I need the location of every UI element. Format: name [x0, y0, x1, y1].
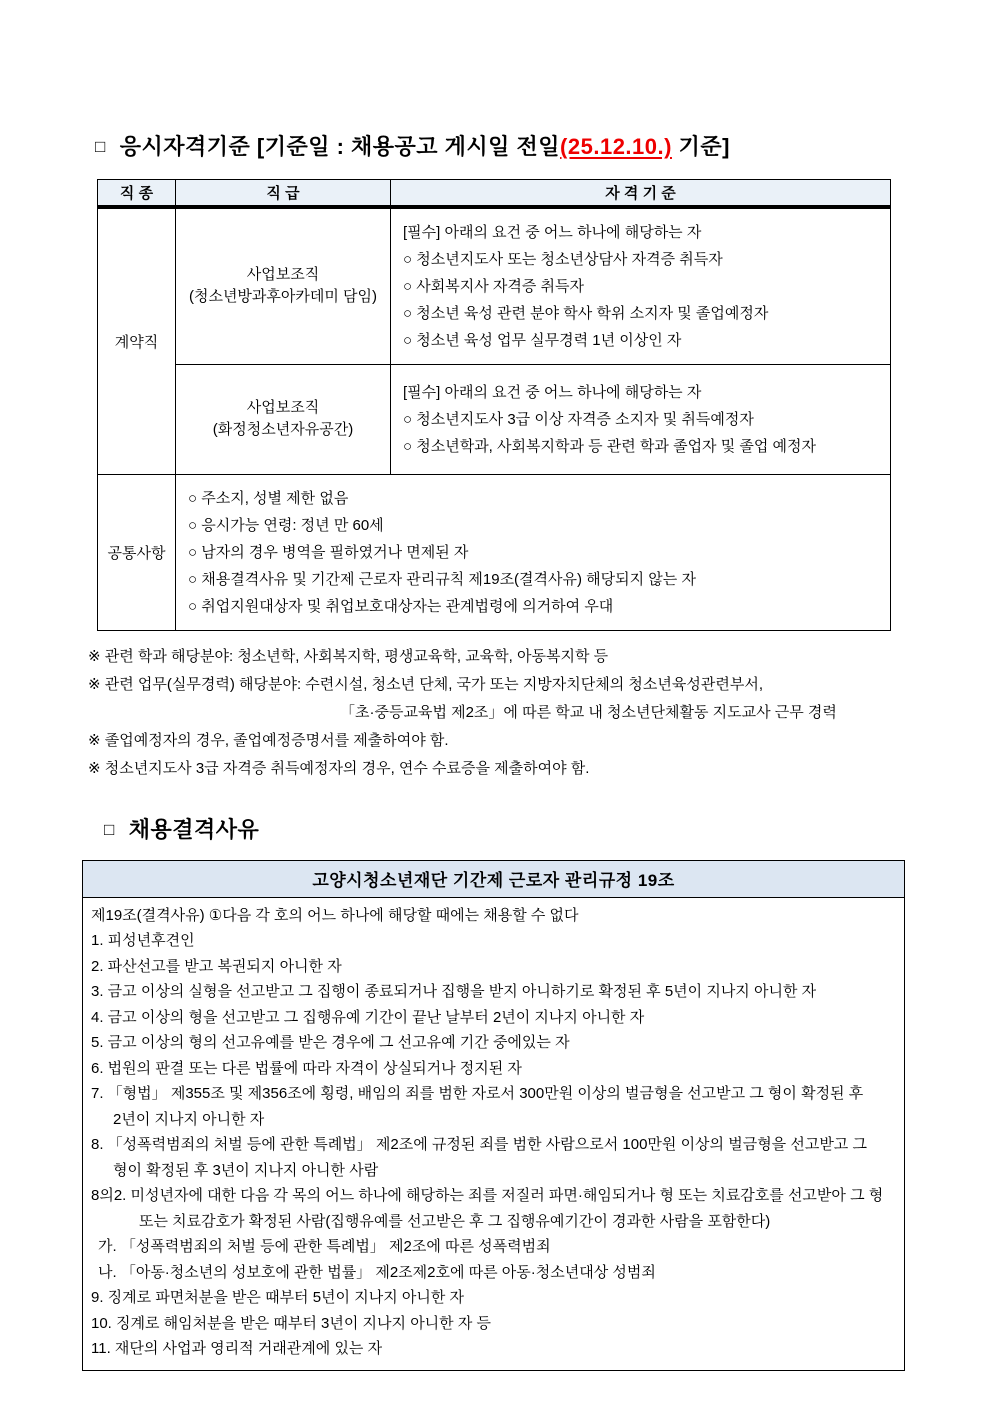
disqualification-table — [82, 860, 905, 1371]
common-item: ○ 주소지, 성별 제한 없음 — [188, 489, 349, 507]
section1-title-suffix: 기준] — [671, 134, 730, 159]
rule-item: 6. 법원의 판결 또는 다른 법률에 따라 자격이 상실되거나 정지된 자 — [91, 1059, 522, 1077]
rule-item: 11. 재단의 사업과 영리적 거래관계에 있는 자 — [91, 1340, 383, 1357]
qualification-line: ○ 청소년지도사 또는 청소년상담사 자격증 취득자 — [403, 250, 723, 268]
common-label-cell: 공통사항 — [98, 474, 176, 630]
rule-item: 3. 금고 이상의 실형을 선고받고 그 집행이 종료되거나 집행을 받지 아니하기로 확정된 후 5년이 지나지 아니한 자 — [91, 983, 817, 1000]
common-item: ○ 응시가능 연령: 정년 만 60세 — [188, 516, 384, 534]
eligibility-table — [97, 179, 891, 631]
col-header-position: 직 급 — [176, 180, 391, 207]
rule-item: 1. 피성년후견인 — [91, 932, 195, 949]
footnote: ※ 졸업예정자의 경우, 졸업예정증명서를 제출하여야 함. — [88, 731, 449, 749]
square-bullet-icon: □ — [104, 819, 115, 839]
criteria-cell — [391, 364, 891, 474]
rule-subitem: 가. 「성폭력범죄의 처벌 등에 관한 특례법」 제2조에 따른 성폭력범죄 — [98, 1238, 551, 1255]
table-row — [98, 364, 891, 474]
rule-item: 7. 「형법」 제355조 및 제356조에 횡령, 배임의 죄를 범한 자로서 300만원 이상의 벌금형을 선고받고 그 형이 확정된 후 2년이 지나지 아니한 자 — [91, 1085, 864, 1128]
footnote: ※ 청소년지도사 3급 자격증 취득예정자의 경우, 연수 수료증을 제출하여야 함. — [88, 759, 590, 777]
position-cell — [176, 207, 391, 365]
rule-item: 2. 파산선고를 받고 복권되지 아니한 자 — [91, 957, 342, 975]
rule-item: 9. 징계로 파면처분을 받은 때부터 5년이 지나지 아니한 자 — [91, 1289, 464, 1306]
footnote-continuation: 「초·중등교육법 제2조」에 따른 학교 내 청소년단체활동 지도교사 근무 경력 — [340, 703, 837, 721]
jobtype-cell: 계약직 — [98, 207, 176, 475]
qualification-line: ○ 청소년학과, 사회복지학과 등 관련 학과 졸업자 및 졸업 예정자 — [403, 437, 816, 455]
common-item: ○ 채용결격사유 및 기간제 근로자 관리규칙 제19조(결격사유) 해당되지 않는 자 — [188, 570, 696, 588]
qualification-line: ○ 사회복지사 자격증 취득자 — [403, 277, 584, 295]
square-bullet-icon: □ — [95, 137, 106, 156]
position-name: 사업보조직 — [246, 399, 320, 416]
disqualification-header-row — [83, 860, 905, 897]
regulation-body-cell — [83, 897, 905, 1370]
eligibility-header-row — [98, 180, 891, 207]
rule-item: 5. 금고 이상의 형의 선고유예를 받은 경우에 그 선고유예 기간 중에있는 자 — [91, 1034, 570, 1051]
qualification-line: ○ 청소년 육성 관련 분야 학사 학위 소지자 및 졸업예정자 — [403, 304, 769, 322]
position-detail: (청소년방과후아카데미 담임) — [188, 288, 378, 305]
footnote: ※ 관련 학과 해당분야: 청소년학, 사회복지학, 평생교육학, 교육학, 아동복지학 등 — [88, 647, 609, 665]
common-items-cell — [176, 474, 891, 630]
section2-title-text: 채용결격사유 — [128, 816, 260, 842]
qualification-line: ○ 청소년 육성 업무 실무경력 1년 이상인 자 — [403, 331, 682, 349]
section2-title — [104, 813, 905, 844]
criteria-cell — [391, 207, 891, 365]
position-detail: (화정청소년자유공간) — [212, 421, 354, 438]
position-name: 사업보조직 — [246, 266, 320, 283]
rule-item: 제19조(결격사유) ①다음 각 호의 어느 하나에 해당할 때에는 채용할 수 없다 — [91, 906, 579, 924]
regulation-title: 고양시청소년재단 기간제 근로자 관리규정 19조 — [83, 860, 905, 897]
rule-item: 10. 징계로 해임처분을 받은 때부터 3년이 지나지 아니한 자 등 — [91, 1314, 491, 1332]
qualification-line: [필수] 아래의 요건 중 어느 하나에 해당하는 자 — [403, 223, 702, 241]
qualification-line: ○ 청소년지도사 3급 이상 자격증 소지자 및 취득예정자 — [403, 410, 754, 428]
col-header-criteria: 자 격 기 준 — [391, 180, 891, 207]
table-row — [98, 207, 891, 365]
section1-title-text: 응시자격기준 [기준일 : 채용공고 게시일 전일 — [119, 134, 561, 159]
table-row — [83, 897, 905, 1370]
qualification-line: [필수] 아래의 요건 중 어느 하나에 해당하는 자 — [403, 383, 702, 401]
table-row — [98, 474, 891, 630]
common-item: ○ 취업지원대상자 및 취업보호대상자는 관계법령에 의거하여 우대 — [188, 597, 614, 615]
reference-date: (25.12.10.) — [560, 134, 672, 159]
rule-item: 4. 금고 이상의 형을 선고받고 그 집행유예 기간이 끝난 날부터 2년이 지나지 아니한 자 — [91, 1008, 645, 1026]
position-cell — [176, 364, 391, 474]
footnote: ※ 관련 업무(실무경력) 해당분야: 수련시설, 청소년 단체, 국가 또는 지방자치단체의 청소년육성관련부서, — [88, 675, 763, 693]
col-header-jobtype: 직 종 — [98, 180, 176, 207]
section1-title — [95, 130, 905, 161]
common-item: ○ 남자의 경우 병역을 필하였거나 면제된 자 — [188, 543, 469, 561]
rule-item: 8의2. 미성년자에 대한 다음 각 목의 어느 하나에 해당하는 죄를 저질러 파면·해임되거나 형 또는 치료감호를 선고받아 그 형 또는 치료감호가 확정된 사람(집행유예를 선고받은 후 그 집행유예기간이 경과한 사람을 포함한다) — [91, 1187, 884, 1230]
rule-subitem: 나. 「아동·청소년의 성보호에 관한 법률」 제2조제2호에 따른 아동·청소년대상 성범죄 — [98, 1263, 656, 1281]
rule-item: 8. 「성폭력범죄의 처벌 등에 관한 특례법」 제2조에 규정된 죄를 범한 사람으로서 100만원 이상의 벌금형을 선고받고 그 형이 확정된 후 3년이 지나지 아니한 사람 — [91, 1136, 867, 1179]
footnotes — [88, 643, 968, 783]
